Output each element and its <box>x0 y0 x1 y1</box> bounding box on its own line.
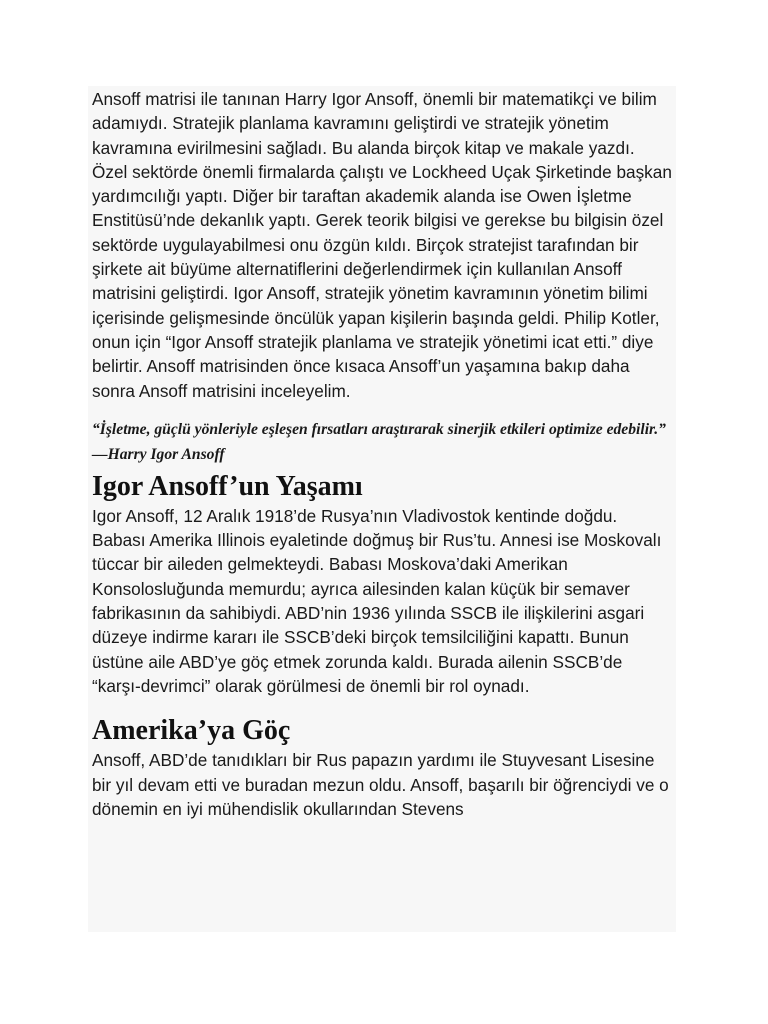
section-heading-life: Igor Ansoff’un Yaşamı <box>92 470 363 502</box>
migration-paragraph: Ansoff, ABD’de tanıdıkları bir Rus papazın yardımı ile Stuyvesant Lisesine bir yıl devam etti ve buradan mezun oldu. Ansoff, başarılı bir öğrenciydi ve o dönemin en iyi mühendislik okullarından Stevens <box>92 750 669 819</box>
intro-paragraph: Ansoff matrisi ile tanınan Harry Igor Ansoff, önemli bir matematikçi ve bilim adamıydı. Stratejik planlama kavramını geliştirdi ve stratejik yönetim kavramına evirilmesini sağladı. Bu alanda birçok kitap ve makale yazdı. Özel sektörde önemli firmalarda çalıştı ve Lockheed Uçak Şirketinde başkan yardımcılığı yaptı. Diğer bir taraftan akademik alanda ise Owen İşletme Enstitüsü’nde dekanlık yaptı. Gerek teorik bilgisi ve gerekse bu bilgisin özel sektörde uygulayabilmesi onu özgün kıldı. Birçok stratejist tarafından bir şirkete ait büyüme alternatiflerini değerlendirmek için kullanılan Ansoff matrisini geliştirdi. Igor Ansoff, stratejik yönetim kavramının yönetim bilimi içerisinde gelişmesinde öncülük yapan kişilerin başında geldi. Philip Kotler, onun için “Igor Ansoff stratejik planlama ve stratejik yönetimi icat etti.” diye belirtir. Ansoff matrisinden önce kısaca Ansoff’un yaşamına bakıp daha sonra Ansoff matrisini inceleyelim. <box>92 89 672 401</box>
quote-author: —Harry Igor Ansoff <box>92 445 225 463</box>
document-content <box>88 86 676 821</box>
quote-text: “İşletme, güçlü yönleriyle eşleşen fırsatları araştırarak sinerjik etkileri optimize edebilir.” <box>92 420 666 438</box>
section-heading-migration: Amerika’ya Göç <box>92 715 291 747</box>
document-page <box>88 86 676 932</box>
life-paragraph: Igor Ansoff, 12 Aralık 1918’de Rusya’nın Vladivostok kentinde doğdu. Babası Amerika Illinois eyaletinde doğmuş bir Rus’tu. Annesi ise Moskovalı tüccar bir aileden gelmekteydi. Babası Moskova’daki Amerikan Konsolosluğunda memurdu; ayrıca ailesinden kalan küçük bir semaver fabrikasının da sahibiydi. ABD’nin 1936 yılında SSCB ile ilişkilerini asgari düzeye indirme kararı ile SSCB’deki birçok temsilciliğini kapattı. Bunun üstüne aile ABD’ye göç etmek zorunda kaldı. Burada ailenin SSCB’de “karşı-devrimci” olarak görülmesi de önemli bir rol oynadı. <box>92 505 662 696</box>
